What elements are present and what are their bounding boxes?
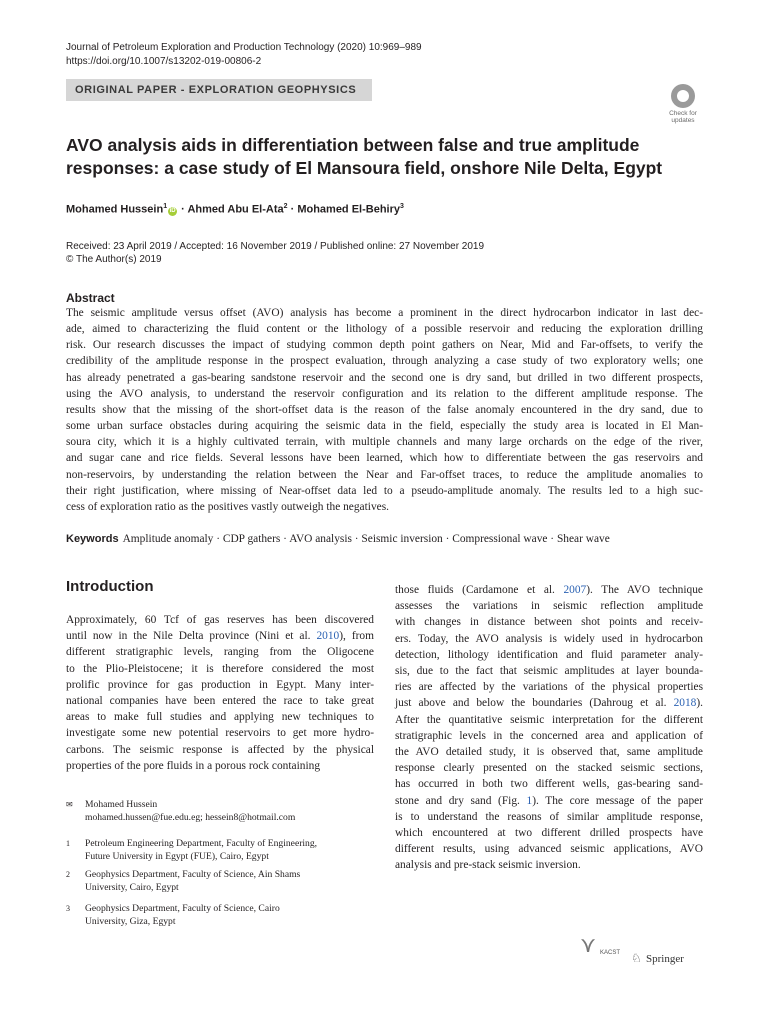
body-line (395, 809, 703, 825)
text-run: stone and dry sand (Fig. (395, 794, 527, 807)
springer-horse-icon: ♘ (631, 951, 642, 965)
body-line (395, 614, 703, 630)
citation-link[interactable]: 2010 (316, 630, 340, 643)
text-run: which encountered at two different drilled prospects have (395, 827, 703, 840)
text-run: areas to make full studies and applying new techniques to (66, 711, 374, 724)
abstract-line: credibility of the amplitude response in the prospect evaluation, through analyzing a case study of two exploratory wells; one (66, 355, 703, 368)
body-line (66, 725, 374, 741)
abstract-line: cess of exploration ratio as the positives vastly outweigh the negatives. (66, 500, 389, 513)
body-line (395, 841, 703, 857)
text-run: ers. Today, the AVO analysis is widely used in hydrocarbon (395, 632, 703, 645)
text-run: has occurred in both two different wells, gas-bearing sand- (395, 778, 703, 791)
abstract-line: risk. Our research discusses the impact of studying common depth point gathers on Near, Mid and Far-offsets, to verify the (66, 339, 703, 352)
body-line (395, 582, 703, 598)
text-run: just above and below the boundaries (Dahroug et al. (395, 697, 674, 710)
body-line (66, 612, 374, 628)
body-line (66, 709, 374, 725)
affiliation-mark: 3 (66, 904, 70, 913)
abstract-line: some urban surface obstacles during acquiring the seismic data in the field, especially the study area is located in El Man- (66, 420, 703, 433)
body-column-right (395, 582, 703, 874)
author-name[interactable]: Ahmed Abu El-Ata (187, 203, 284, 216)
text-run: stratigraphic levels in the concerned area and application of (395, 729, 703, 742)
author-list (66, 203, 404, 216)
contact-name: Mohamed Hussein (85, 799, 158, 810)
kacst-logo-icon: ⋎ (580, 932, 597, 957)
author-name[interactable]: Mohamed El-Behiry (297, 203, 400, 216)
author-separator: · (287, 203, 298, 216)
body-line (395, 647, 703, 663)
body-line (66, 677, 374, 693)
body-line (395, 728, 703, 744)
body-line (395, 776, 703, 792)
affiliation-line: University, Cairo, Egypt (85, 882, 179, 893)
text-run: ries are affected by the variations of the physical properties (395, 681, 703, 694)
body-line (395, 695, 703, 711)
text-run: the AVO detailed study, it is observed that, same amplitude (395, 746, 703, 759)
body-line (66, 644, 374, 660)
body-line (66, 628, 374, 644)
text-run: ), from (339, 630, 374, 643)
citation-link[interactable]: 2007 (563, 584, 587, 596)
history-dates: Received: 23 April 2019 / Accepted: 16 November 2019 / Published online: 27 November 2019 (66, 241, 485, 252)
text-run: with changes in distance between shot points and receiv- (395, 616, 703, 629)
affiliation-mark: 1 (66, 839, 70, 848)
abstract-line: The seismic amplitude versus offset (AVO) analysis has become a prominent in the direct hydrocarbon indicator in last dec- (66, 307, 703, 319)
publisher-logos (580, 932, 705, 970)
text-run: ). (696, 697, 703, 710)
keywords-list: Amplitude anomaly · CDP gathers · AVO analysis · Seismic inversion · Compressional wave · Shear wave (122, 533, 610, 545)
body-line (395, 744, 703, 760)
keywords-line (66, 533, 610, 545)
body-line (395, 712, 703, 728)
springer-logo: Springer (646, 953, 684, 965)
citation-link[interactable]: 1 (526, 794, 533, 807)
abstract-line: results show that the missing of the short-offset data is the reason of the false anomaly encountered in the dry sand, due to (66, 403, 703, 416)
paper-title (66, 134, 706, 180)
check-updates-line2: updates (671, 117, 695, 124)
author-separator: · (178, 203, 188, 216)
paper-title-line2: responses: a case study of El Mansoura field, onshore Nile Delta, Egypt (66, 158, 663, 178)
text-run: Approximately, 60 Tcf of gas reserves has been discovered (66, 614, 374, 626)
affiliation-line: Future University in Egypt (FUE), Cairo, Egypt (85, 851, 269, 862)
author-affiliation-mark: 2 (283, 203, 288, 210)
text-run: carbons. The seismic response is affected by the physical (66, 743, 374, 756)
text-run: sis, due to the fact that seismic amplitudes at layer bounda- (395, 665, 703, 678)
affiliation-mark: 2 (66, 870, 70, 879)
text-run: analysis and pre-stack seismic inversion. (395, 859, 581, 872)
affiliation-line: Geophysics Department, Faculty of Science, Ain Shams (85, 869, 301, 880)
text-run: response clearly presented on the stacked seismic sections, (395, 762, 703, 775)
abstract-line: ade, aimed to characterizing the fluid content or the lithology of a possible reservoir and reducing the exploration drilling (66, 323, 703, 336)
body-line (395, 793, 703, 809)
publication-dates (66, 240, 484, 266)
author-affiliation-mark: 1 (163, 203, 168, 210)
abstract-line: and sugar cane and rice fields. Several lessons have been learned, which how to differentiate between the gas reservoirs and (66, 452, 703, 465)
text-run: prolific province for gas production in Egypt. Many inter- (66, 678, 374, 691)
body-line (395, 663, 703, 679)
text-run: detection, lithology identification and fluid parameter analy- (395, 648, 703, 661)
paper-title-line1: AVO analysis aids in differentiation between false and true amplitude (66, 135, 640, 155)
text-run: After the quantitative seismic interpretation for the different (395, 713, 703, 726)
check-updates-line1: Check for (669, 110, 697, 117)
text-run: properties of the pore fluids in a porous rock containing (66, 759, 321, 772)
body-column-left (66, 612, 374, 774)
affiliation-note (66, 868, 366, 894)
body-line (395, 857, 703, 873)
journal-header (66, 41, 422, 69)
abstract-line: non-reservoirs, by understanding the relation between the Near and Far-offset traces, to reduce the amplitude anomalies to (66, 468, 703, 481)
text-run: assesses the variations in seismic reflection amplitude (395, 600, 703, 613)
text-run: different stratigraphic levels, ranging from the Oligocene (66, 646, 374, 659)
body-line (395, 598, 703, 614)
body-line (395, 679, 703, 695)
journal-doi[interactable]: https://doi.org/10.1007/s13202-019-00806-2 (66, 56, 262, 67)
kacst-label: KACST (600, 950, 621, 956)
affiliation-line: Petroleum Engineering Department, Faculty of Engineering, (85, 838, 318, 849)
text-run: is to understand the reasons of similar amplitude response, (395, 810, 703, 823)
article-type-banner: ORIGINAL PAPER - EXPLORATION GEOPHYSICS (66, 79, 372, 101)
contact-email[interactable]: mohamed.hussen@fue.edu.eg; hessein8@hotmail.com (85, 812, 296, 823)
author-affiliation-mark: 3 (400, 203, 404, 210)
text-run: ). The AVO technique (586, 584, 703, 596)
journal-citation: Journal of Petroleum Exploration and Production Technology (2020) 10:969–989 (66, 42, 422, 53)
text-run: national companies have been entered the race to take great (66, 695, 374, 708)
affiliation-note (66, 837, 366, 863)
text-run: those fluids (Cardamone et al. (395, 584, 564, 596)
abstract-heading: Abstract (66, 291, 115, 305)
text-run: to the Plio-Pleistocene; it is therefore considered the most (66, 662, 374, 675)
abstract-body (66, 305, 703, 515)
citation-link[interactable]: 2018 (673, 697, 697, 710)
body-line (66, 693, 374, 709)
copyright-notice: © The Author(s) 2019 (66, 254, 162, 265)
abstract-line: their right justification, where missing of Near-offset data led to a pseudo-amplitude anomaly. The results led to a high suc- (66, 484, 703, 497)
text-run: different results, using advanced seismic applications, AVO (395, 843, 703, 856)
text-run: investigate some new potential reservoirs to get more hydro- (66, 727, 374, 740)
text-run: ). The core message of the paper (532, 794, 703, 807)
body-line (66, 661, 374, 677)
abstract-line: using the AVO analysis, to understand the reservoir configuration and its relation to the different amplitude response. The (66, 387, 703, 400)
check-for-updates-button[interactable] (664, 84, 702, 124)
corresponding-author-note (66, 798, 366, 824)
check-updates-icon (671, 84, 695, 108)
body-line (395, 631, 703, 647)
abstract-line: has already penetrated a gas-bearing sandstone reservoir and the second one is dry sand, but drilled in two different prospects, (66, 371, 703, 384)
body-line (395, 825, 703, 841)
orcid-icon[interactable]: iD (169, 207, 176, 214)
affiliation-line: Geophysics Department, Faculty of Science, Cairo (85, 903, 280, 914)
section-heading-introduction: Introduction (66, 578, 154, 595)
abstract-line: soura city, which it is a highly cultivated terrain, with multiple channels and many large orchards on the edge of the river, (66, 436, 703, 449)
affiliation-note (66, 902, 366, 928)
text-run: until now in the Nile Delta province (Nini et al. (66, 630, 317, 643)
body-line (66, 742, 374, 758)
body-line (66, 758, 374, 774)
envelope-icon: ✉ (66, 800, 73, 809)
affiliation-line: University, Giza, Egypt (85, 916, 176, 927)
body-line (395, 760, 703, 776)
keywords-label: Keywords (66, 533, 119, 545)
author-name[interactable]: Mohamed Hussein (66, 203, 164, 216)
